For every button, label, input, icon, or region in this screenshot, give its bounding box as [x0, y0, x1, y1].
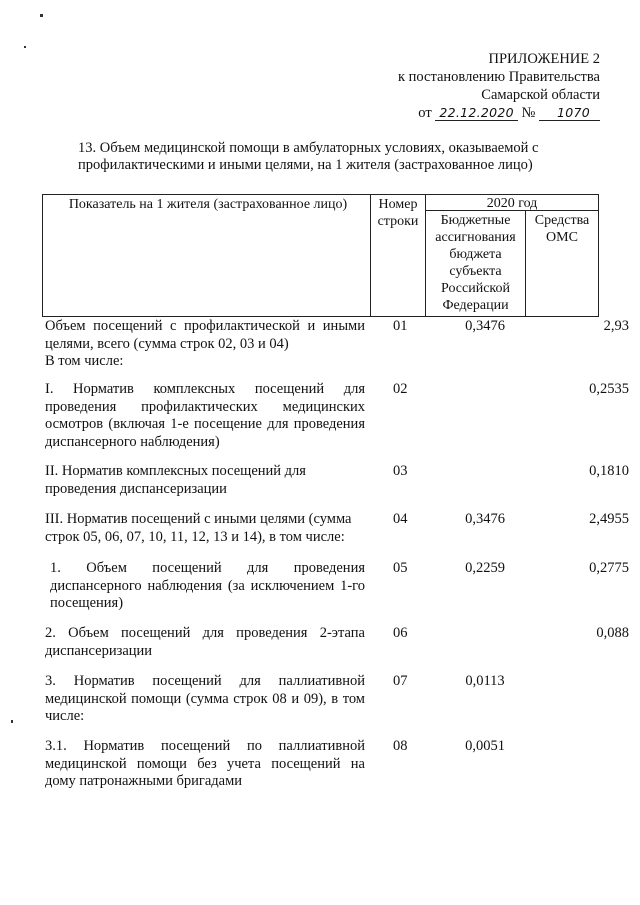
row-budget-value: 0,0051 [465, 738, 505, 754]
scan-speck [40, 14, 43, 17]
row-code: 08 [393, 738, 408, 754]
row-budget-value: 0,3476 [465, 511, 505, 527]
table-left-border [42, 194, 43, 317]
row-indicator: Объем посещений с профилактической и иными целями, всего (сумма строк 02, 03 и 04) [45, 318, 365, 352]
column-divider-2 [425, 194, 426, 317]
column-divider-1 [370, 194, 371, 317]
row-code: 07 [393, 673, 408, 689]
row-indicator: III. Норматив посещений с иными целями (сумма строк 05, 06, 07, 10, 11, 12, 13 и 14), в том числе: [45, 511, 352, 545]
appendix-decree-line: к постановлению Правительства [398, 69, 600, 85]
row-code: 02 [393, 381, 408, 397]
header-budget: Бюджетные ассигнования бюджета субъекта Российской Федерации [435, 213, 516, 313]
number-value: 1070 [539, 105, 600, 121]
column-divider-3 [525, 210, 526, 317]
row-budget-value: 0,0113 [465, 673, 505, 689]
date-value: 22.12.2020 [435, 105, 518, 121]
row-code: 05 [393, 560, 408, 576]
row-oms-value: 2,93 [603, 318, 629, 334]
row-budget-value: 0,2259 [465, 560, 505, 576]
scan-speck [24, 46, 26, 48]
number-prefix: № [521, 105, 536, 121]
row-budget-value: 0,3476 [465, 318, 505, 334]
table-right-border [598, 194, 599, 317]
row-oms-value: 0,1810 [589, 463, 629, 479]
row-indicator: II. Норматив комплексных посещений для проведения диспансеризации [45, 463, 306, 497]
row-indicator: 2. Объем посещений для проведения 2-этапа диспансеризации [45, 625, 365, 659]
scan-speck [11, 720, 13, 723]
row-oms-value: 0,2535 [589, 381, 629, 397]
header-row-number: Номер строки [377, 197, 419, 229]
header-bottom-border [42, 316, 599, 317]
appendix-heading: ПРИЛОЖЕНИЕ 2 [488, 51, 600, 67]
header-oms: Средства ОМС [534, 213, 590, 245]
row-code: 03 [393, 463, 408, 479]
row-note: В том числе: [45, 353, 124, 369]
header-year: 2020 год [486, 196, 538, 211]
row-indicator: I. Норматив комплексных посещений для проведения профилактических медицинских осмотров (включая 1-е посещение для проведения диспансерного наблюдения) [45, 381, 365, 450]
row-code: 04 [393, 511, 408, 527]
row-oms-value: 2,4955 [589, 511, 629, 527]
row-oms-value: 0,2775 [589, 560, 629, 576]
section-title: 13. Объем медицинской помощи в амбулаторных условиях, оказываемой с профилактическими и иными целями, на 1 жителя (застрахованное лицо) [78, 140, 539, 173]
appendix-region-line: Самарской области [481, 87, 600, 103]
appendix-date-line [330, 104, 600, 122]
row-indicator: 1. Объем посещений для проведения диспансерного наблюдения (за исключением 1-го посещения) [50, 560, 365, 611]
date-prefix: от [418, 105, 432, 121]
header-indicator: Показатель на 1 жителя (застрахованное лицо) [68, 197, 348, 212]
row-indicator: 3. Норматив посещений для паллиативной медицинской помощи (сумма строк 08 и 09), в том числе: [45, 673, 365, 724]
row-code: 01 [393, 318, 408, 334]
appendix-block [330, 50, 600, 122]
row-code: 06 [393, 625, 408, 641]
row-indicator: 3.1. Норматив посещений по паллиативной медицинской помощи без учета посещений на дому патронажными бригадами [45, 738, 365, 789]
row-oms-value: 0,088 [596, 625, 629, 641]
